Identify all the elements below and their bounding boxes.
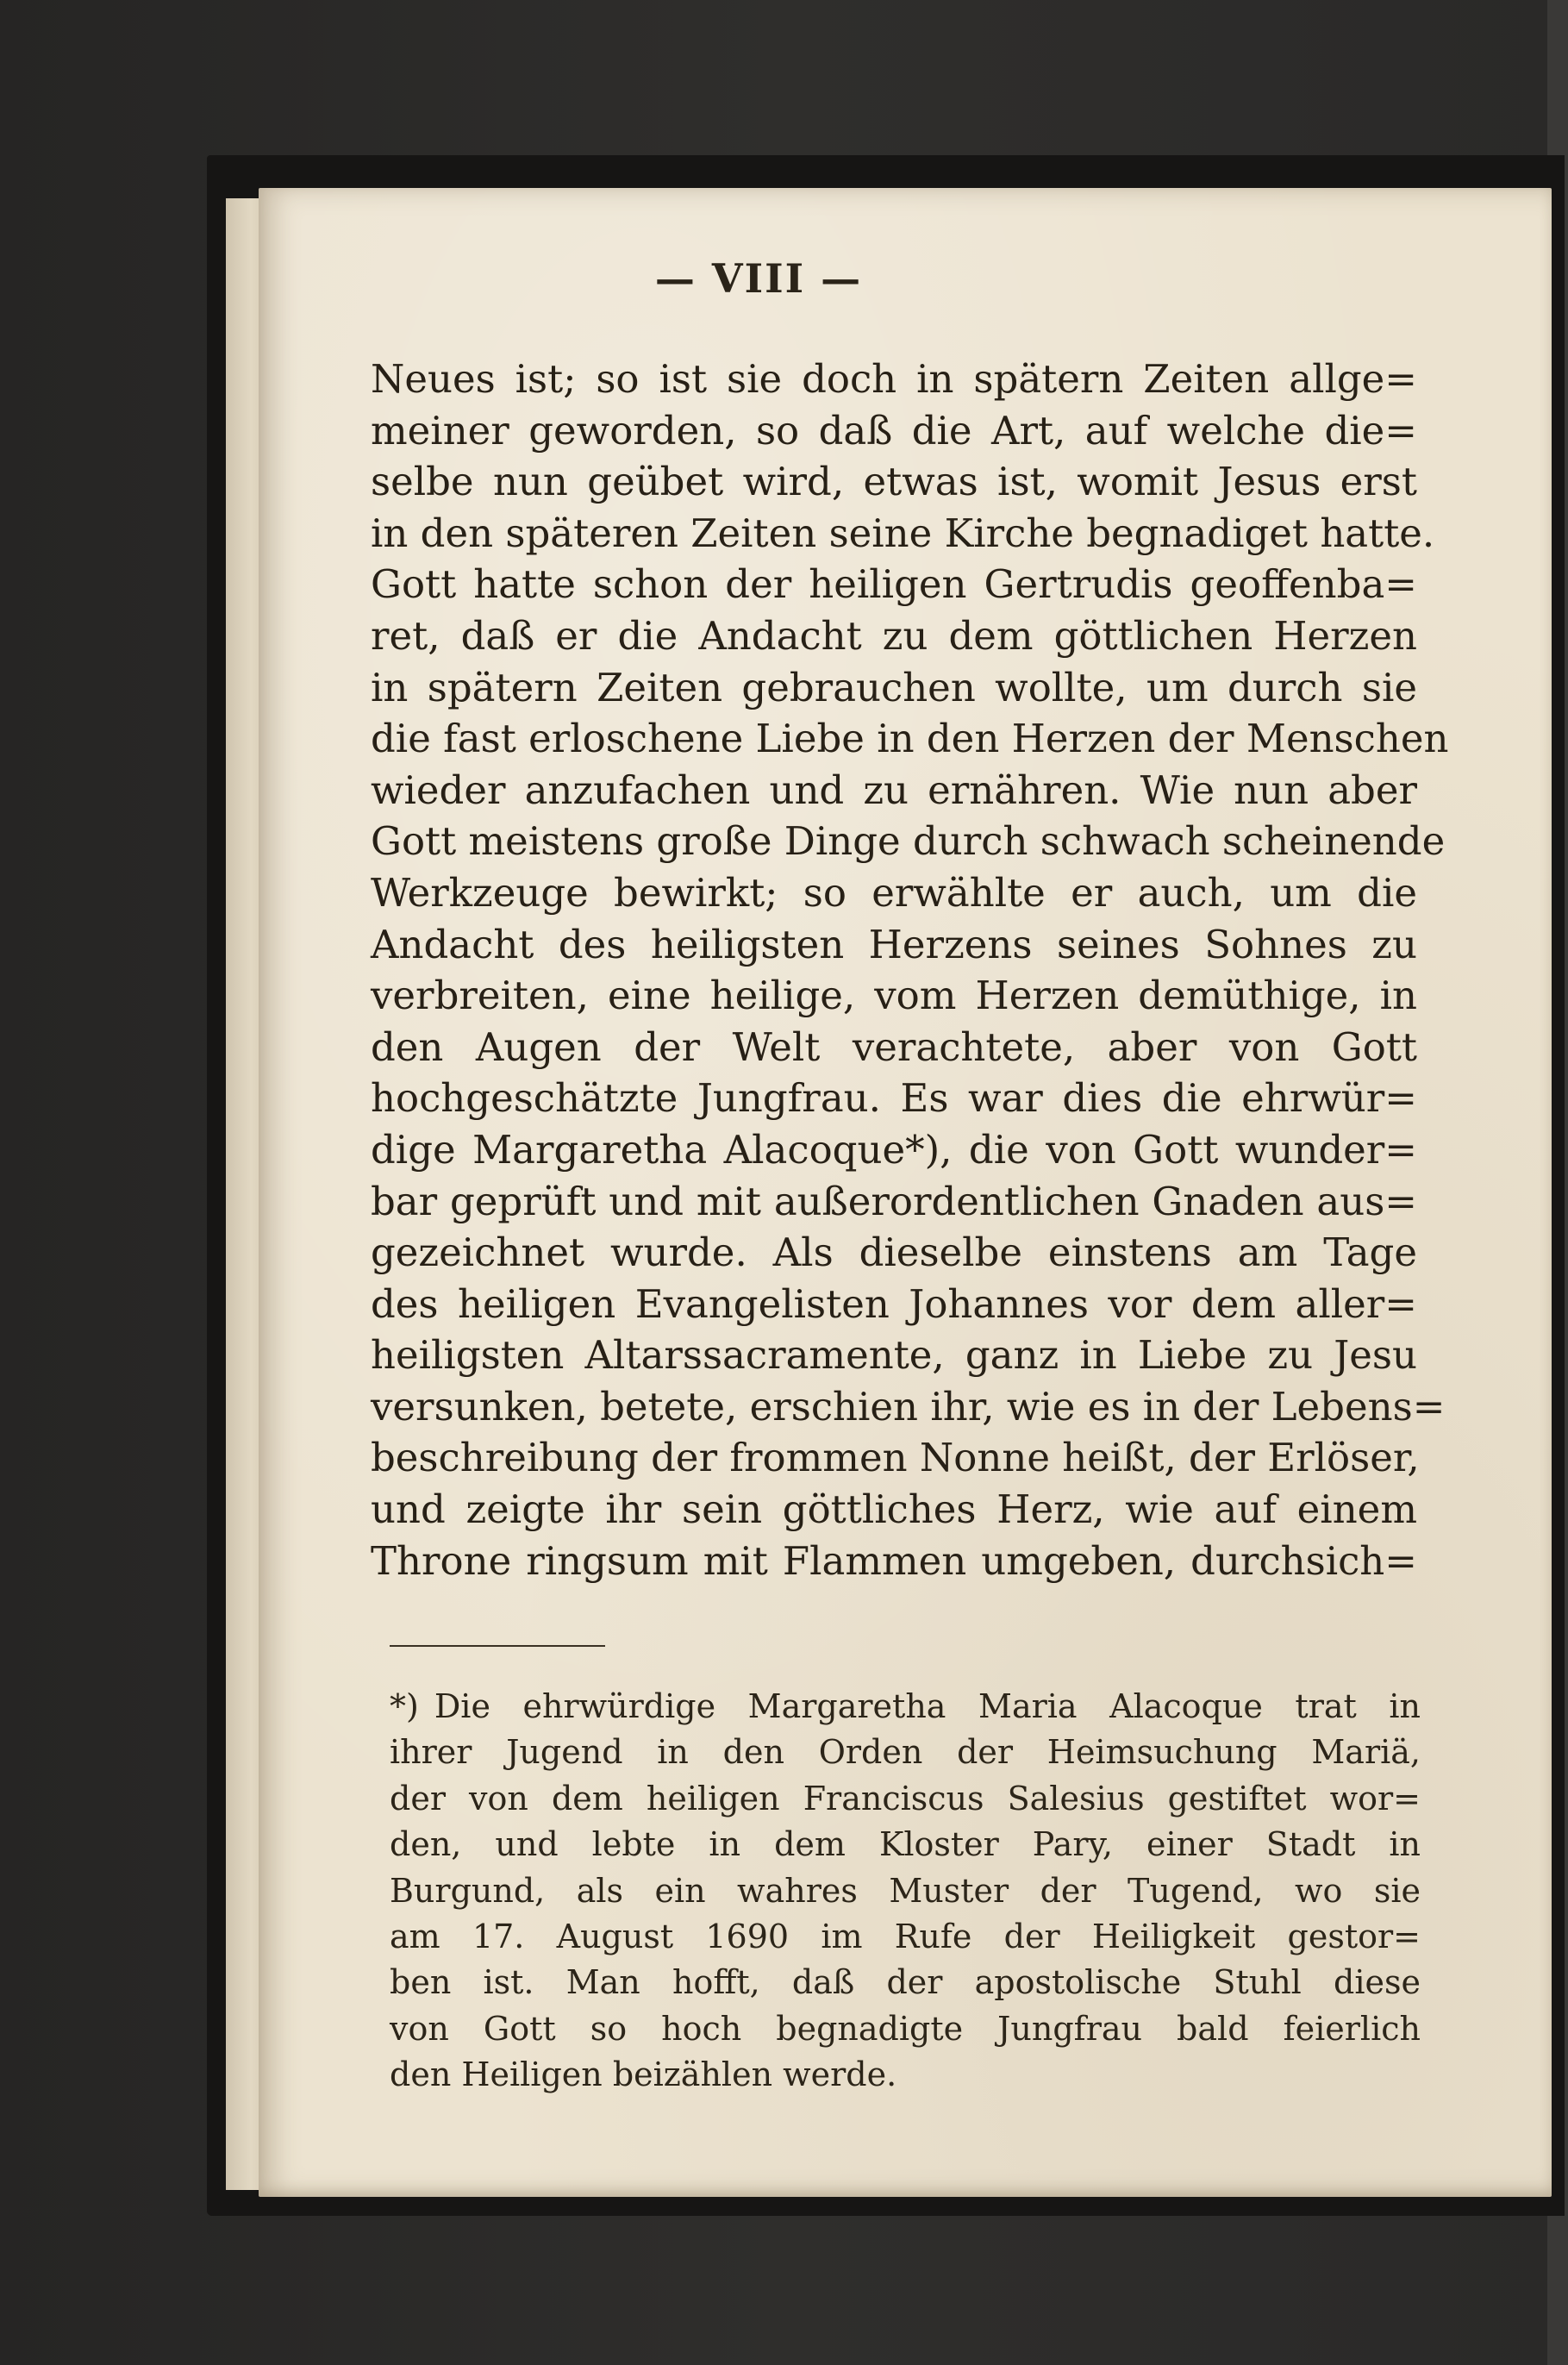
text-line: dige Margaretha Alacoque*), die von Gott wunder= bbox=[371, 1126, 1417, 1173]
text-line: Gott meistens große Dinge durch schwach scheinende bbox=[371, 818, 1446, 865]
text-line: die fast erloschene Liebe in den Herzen der Menschen bbox=[371, 716, 1449, 762]
text-line: des heiligen Evangelisten Johannes vor dem aller= bbox=[371, 1280, 1417, 1327]
footnote-line: den, und lebte in dem Kloster Pary, einer Stadt in bbox=[390, 1825, 1421, 1864]
text-line: selbe nun geübet wird, etwas ist, womit Jesus erst bbox=[371, 459, 1417, 505]
page-sheet bbox=[259, 188, 1552, 2197]
footnote-line-text: Die ehrwürdige Margaretha Maria Alacoque trat in bbox=[434, 1687, 1421, 1725]
text-line: in den späteren Zeiten seine Kirche begnadiget hatte. bbox=[371, 510, 1435, 556]
text-line: bar geprüft und mit außerordentlichen Gnaden aus= bbox=[371, 1178, 1417, 1224]
text-line: verbreiten, eine heilige, vom Herzen demüthige, in bbox=[371, 973, 1417, 1019]
text-line: und zeigte ihr sein göttliches Herz, wie auf einem bbox=[371, 1486, 1417, 1533]
body-text bbox=[371, 353, 1449, 1586]
text-line: den Augen der Welt verachtete, aber von Gott bbox=[371, 1023, 1417, 1070]
footnote-line bbox=[390, 1684, 1421, 1730]
text-line: meiner geworden, so daß die Art, auf welche die= bbox=[371, 407, 1417, 454]
text-line: beschreibung der frommen Nonne heißt, der Erlöser, bbox=[371, 1435, 1420, 1481]
footnote-line: den Heiligen beizählen werde. bbox=[390, 2055, 897, 2094]
text-line: heiligsten Altarssacramente, ganz in Liebe zu Jesu bbox=[371, 1332, 1417, 1379]
footnote-line: ihrer Jugend in den Orden der Heimsuchung Mariä, bbox=[390, 1733, 1421, 1772]
footnote-line: am 17. August 1690 im Rufe der Heiligkeit gestor= bbox=[390, 1918, 1421, 1956]
text-line: ret, daß er die Andacht zu dem göttlichen Herzen bbox=[371, 612, 1417, 659]
footnote-marker: *) bbox=[390, 1687, 419, 1725]
text-line: gezeichnet wurde. Als dieselbe einstens am Tage bbox=[371, 1229, 1417, 1276]
text-line: Throne ringsum mit Flammen umgeben, durchsich= bbox=[371, 1537, 1417, 1584]
footnote-divider bbox=[390, 1645, 605, 1647]
text-line: Gott hatte schon der heiligen Gertrudis geoffenba= bbox=[371, 561, 1417, 608]
text-line: Werkzeuge bewirkt; so erwählte er auch, um die bbox=[371, 869, 1417, 916]
footnote-line: Burgund, als ein wahres Muster der Tugend, wo sie bbox=[390, 1871, 1421, 1910]
footnote bbox=[390, 1684, 1421, 2099]
page-number-header: — VIII — bbox=[654, 255, 863, 302]
footnote-line: ben ist. Man hofft, daß der apostolische Stuhl diese bbox=[390, 1963, 1421, 2002]
text-line: wieder anzufachen und zu ernähren. Wie nun aber bbox=[371, 766, 1417, 813]
text-line: versunken, betete, erschien ihr, wie es in der Lebens= bbox=[371, 1383, 1446, 1430]
text-line: in spätern Zeiten gebrauchen wollte, um durch sie bbox=[371, 664, 1417, 710]
text-line: Neues ist; so ist sie doch in spätern Zeiten allge= bbox=[371, 356, 1417, 402]
text-line: Andacht des heiligsten Herzens seines Sohnes zu bbox=[371, 921, 1417, 967]
text-line: hochgeschätzte Jungfrau. Es war dies die ehrwür= bbox=[371, 1075, 1417, 1122]
footnote-line: von Gott so hoch begnadigte Jungfrau bald feierlich bbox=[390, 2009, 1421, 2048]
footnote-line: der von dem heiligen Franciscus Salesius gestiftet wor= bbox=[390, 1779, 1421, 1818]
